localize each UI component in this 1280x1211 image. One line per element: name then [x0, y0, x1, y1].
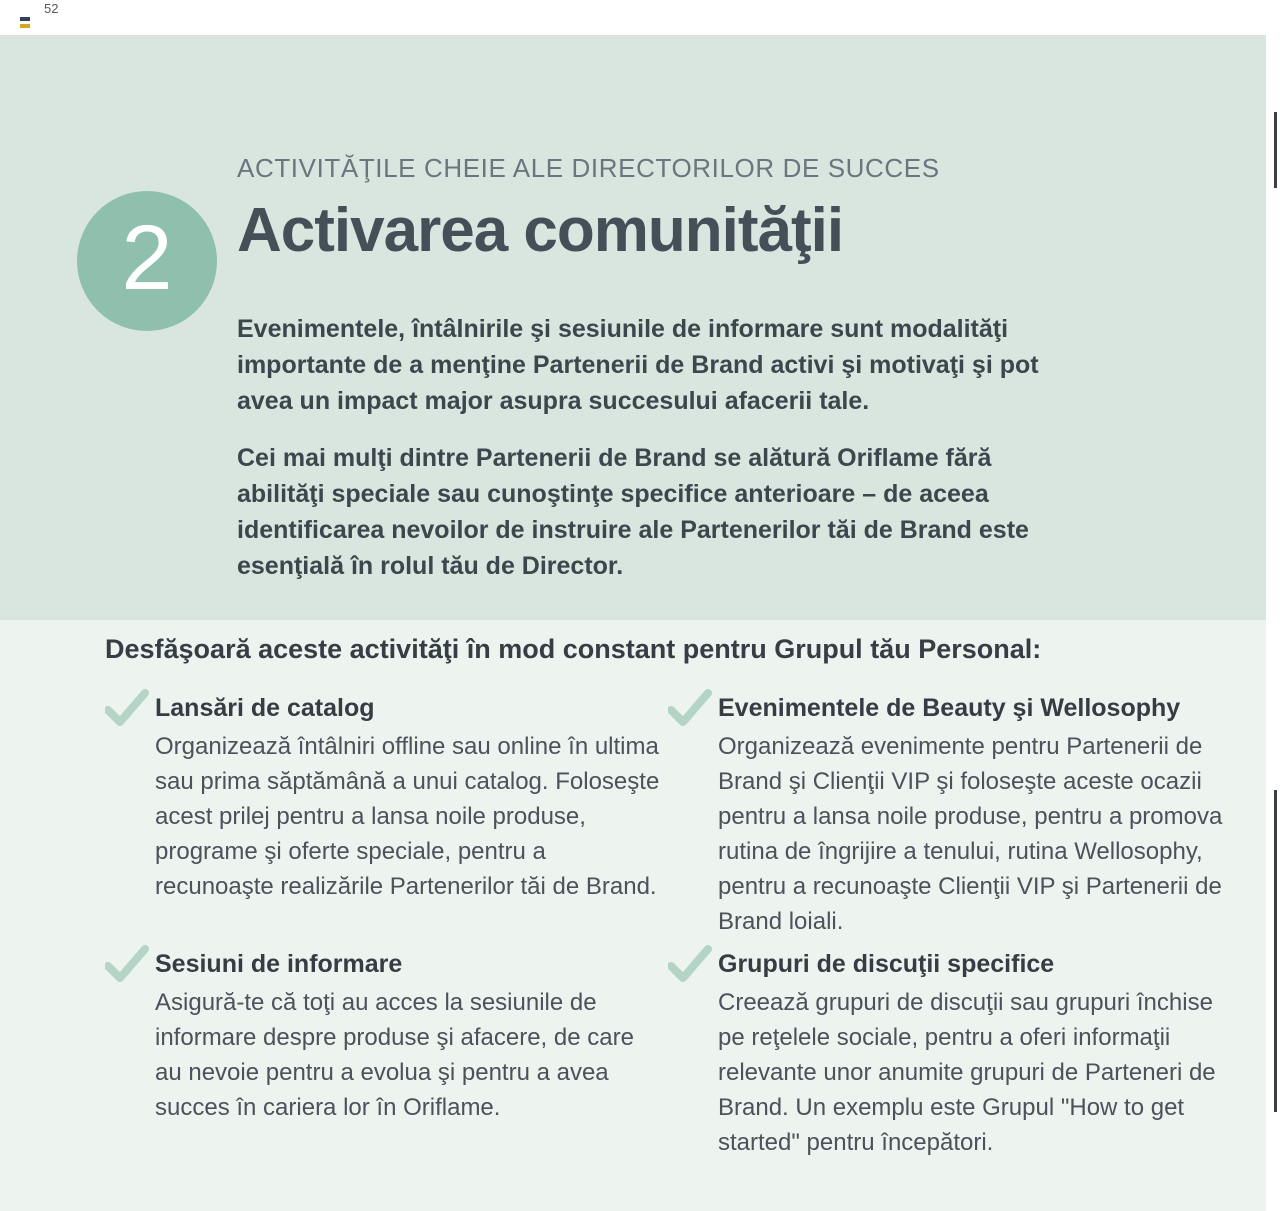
page-number: 52 — [44, 1, 59, 16]
hero-section — [0, 35, 1266, 620]
list-item-body: Creează grupuri de discuţii sau grupuri închise pe reţelele sociale, pentru a oferi informaţii relevante unor anumite grupuri de Parteneri de Brand. Un exemplu este Grupul "How to get started" pentru începători. — [718, 989, 1216, 1156]
activities-heading: Desfăşoară aceste activităţi în mod constant pentru Grupul tău Personal: — [105, 634, 1042, 664]
page-edge-rail — [1266, 0, 1280, 1211]
list-item-title: Evenimentele de Beauty şi Wellosophy — [718, 694, 1181, 722]
chapter-number-badge: 2 — [77, 191, 217, 331]
checkmark-icon — [105, 689, 151, 732]
activities-grid — [105, 693, 1226, 1160]
list-item-title: Lansări de catalog — [155, 694, 375, 722]
list-item — [105, 949, 668, 1160]
list-item — [105, 693, 668, 939]
hero-paragraph: Cei mai mulţi dintre Partenerii de Brand se alătură Oriflame fără abilităţi speciale sau cunoştinţe specifice anterioare – de aceea identificarea nevoilor de instruire ale Partenerilor tăi de Brand este esenţială în rolul tău de Director. — [237, 444, 1029, 580]
list-item-content — [714, 949, 1226, 1160]
activities-section — [0, 620, 1266, 1211]
list-item-title: Grupuri de discuţii specifice — [718, 950, 1055, 978]
list-item-body: Organizează evenimente pentru Partenerii de Brand şi Clienţii VIP şi foloseşte aceste ocazii pentru a lansa noile produse, pentru a promova rutina de îngrijire a tenului, rutina Wellosophy, pentru a recunoaşte Clienţii VIP şi Partenerii de Brand loiali. — [718, 733, 1223, 935]
list-item-title: Sesiuni de informare — [155, 950, 403, 978]
list-item — [668, 949, 1226, 1160]
checkmark-icon — [668, 689, 714, 732]
list-item-content — [151, 693, 668, 904]
list-item-body: Organizează întâlniri offline sau online în ultima sau prima săptămână a unui catalog. Foloseşte acest prilej pentru a lansa noile produse, programe şi oferte speciale, pentru a recunoaşte realizările Partenerilor tăi de Brand. — [155, 733, 660, 900]
list-item-content — [714, 693, 1226, 939]
hero-content — [237, 153, 1087, 584]
list-item-content — [151, 949, 668, 1125]
page-edge-mark — [1274, 790, 1277, 1112]
checkmark-icon — [105, 945, 151, 988]
favicon-icon — [20, 17, 30, 28]
list-item-body: Asigură-te că toţi au acces la sesiunile de informare despre produse şi afacere, de care au nevoie pentru a evolua şi pentru a avea succes în cariera lor în Oriflame. — [155, 989, 634, 1121]
page-title: Activarea comunităţii — [237, 196, 844, 265]
list-item — [668, 693, 1226, 939]
page-edge-mark — [1274, 112, 1277, 188]
hero-overline: ACTIVITĂŢILE CHEIE ALE DIRECTORILOR DE SUCCES — [237, 153, 940, 183]
checkmark-icon — [668, 945, 714, 988]
hero-paragraph: Evenimentele, întâlnirile şi sesiunile de informare sunt modalităţi importante de a menţine Partenerii de Brand activi şi motivaţi şi pot avea un impact major asupra succesului afacerii tale. — [237, 315, 1039, 415]
